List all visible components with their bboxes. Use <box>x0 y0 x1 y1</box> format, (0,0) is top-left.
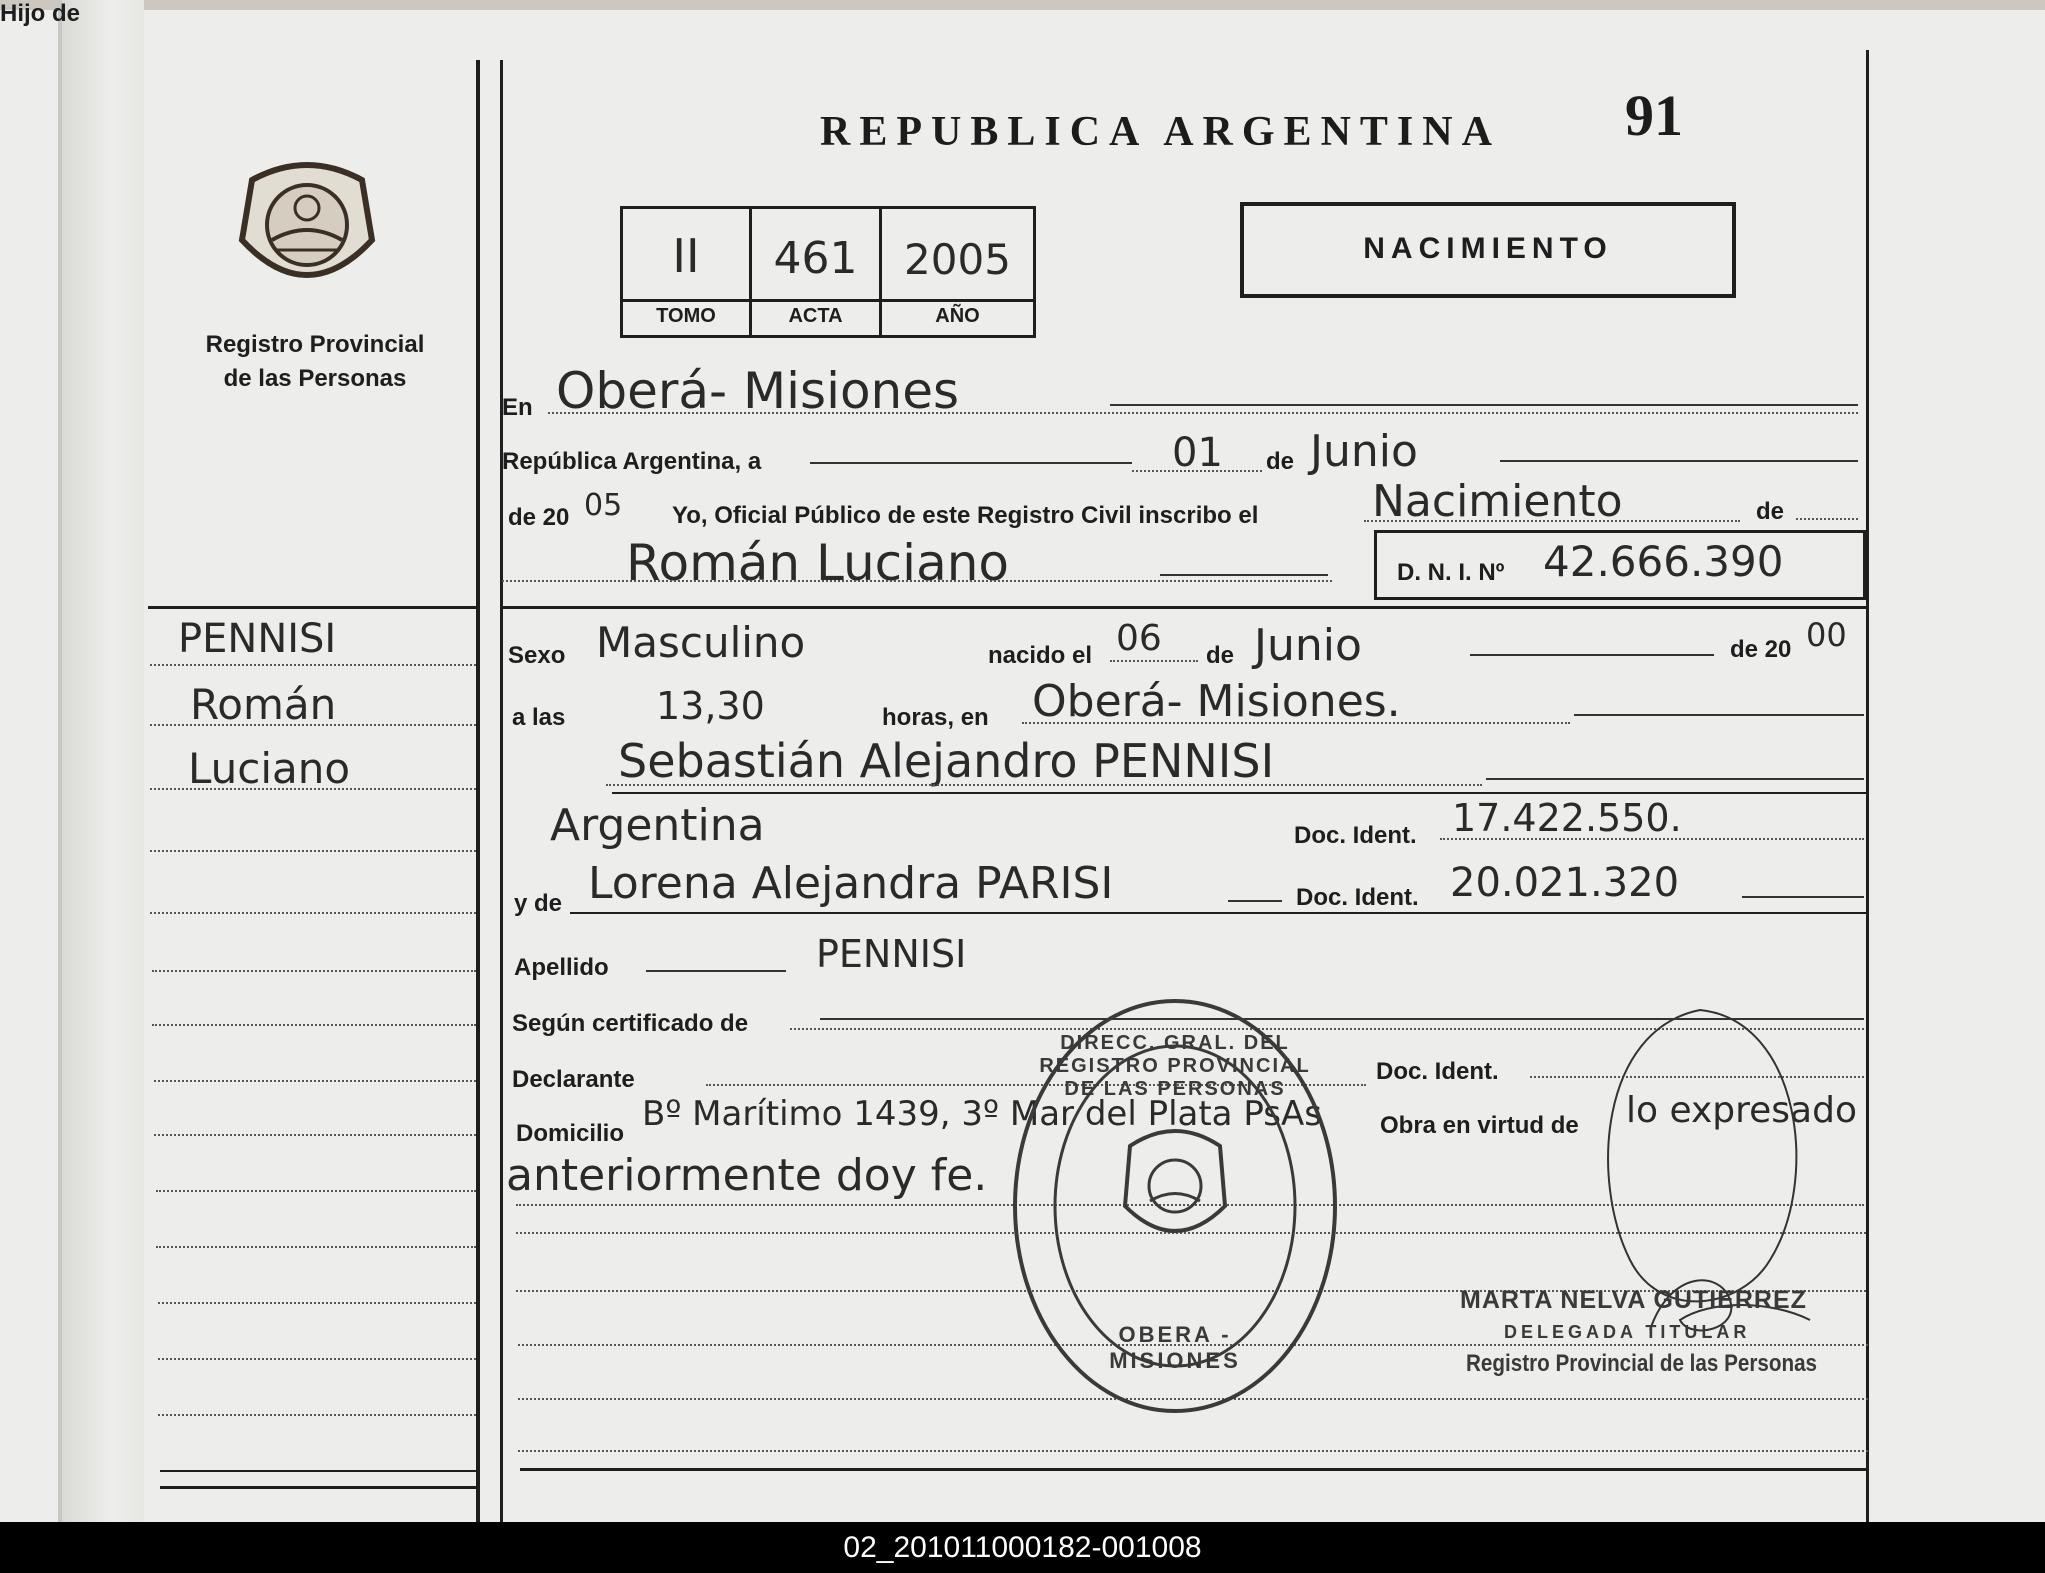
mother-line-end <box>1228 900 1282 902</box>
day-line <box>1132 470 1262 472</box>
margin-line <box>152 970 476 972</box>
name-line-solid <box>1160 574 1328 576</box>
month-line <box>1500 460 1858 462</box>
a-las-label: a las <box>512 704 566 731</box>
birth-day-line <box>1110 660 1198 662</box>
father-name: Sebastián Alejandro PENNISI <box>618 734 1275 788</box>
margin-line <box>150 788 476 790</box>
signatory-org: Registro Provincial de las Personas <box>1466 1350 1818 1377</box>
column-divider <box>476 60 480 1522</box>
margin-line <box>154 1080 476 1082</box>
nacido-label: nacido el <box>988 642 1093 669</box>
margin-line <box>150 724 476 726</box>
name-line <box>502 580 1332 582</box>
month-value: Junio <box>1310 426 1418 477</box>
sexo-label: Sexo <box>508 642 566 669</box>
signatory-name: MARTA NELVA GUTIERREZ <box>1460 1286 1807 1314</box>
stamp-text <box>1010 996 1340 1416</box>
hour-value: 13,30 <box>656 684 765 728</box>
margin-line <box>150 912 476 914</box>
act-line-end <box>1796 518 1858 520</box>
margin-line <box>156 1190 476 1192</box>
domicilio-label: Domicilio <box>516 1120 625 1147</box>
province-seal-icon <box>232 150 382 300</box>
dni-label: D. N. I. Nº <box>1397 559 1505 586</box>
margin-line <box>150 664 476 666</box>
acta-label: ACTA <box>788 305 843 327</box>
birth-year-suffix: 00 <box>1806 616 1847 654</box>
record-type: NACIMIENTO <box>1363 232 1613 265</box>
birth-place: Oberá- Misiones. <box>1032 676 1401 727</box>
date-line <box>810 462 1132 464</box>
dni-value: 42.666.390 <box>1543 537 1784 586</box>
de-label: de <box>1266 448 1295 475</box>
en-line <box>548 412 1858 414</box>
acta-value: 461 <box>773 233 858 284</box>
de-label-2: de <box>1756 498 1785 525</box>
de-label-3: de <box>1206 642 1235 669</box>
en-line-solid <box>1110 404 1858 406</box>
stamp-bottom-text: OBERA - MISIONES <box>1109 1322 1241 1373</box>
register-name <box>185 328 445 396</box>
margin-line <box>150 850 476 852</box>
act-line <box>1364 520 1740 522</box>
father-line-solid <box>1486 778 1864 780</box>
obra-value: lo expresado <box>1626 1090 1857 1131</box>
day-value: 01 <box>1172 430 1223 476</box>
margin-line <box>158 1302 476 1304</box>
form-bottom-rule <box>520 1468 1866 1471</box>
segun-label: Según certificado de <box>512 1010 749 1037</box>
father-line <box>606 784 1482 786</box>
sexo-value: Masculino <box>596 618 806 667</box>
register-name-line2: de las Personas <box>223 365 407 392</box>
page-number: 91 <box>1625 83 1683 148</box>
doc-ident-label-declarante: Doc. Ident. <box>1376 1058 1499 1085</box>
margin-line <box>160 1470 476 1472</box>
signatory-title: DELEGADA TITULAR <box>1504 1322 1751 1342</box>
margin-line <box>158 1414 476 1416</box>
section-divider <box>502 606 1866 609</box>
birth-place-line-solid <box>1574 714 1864 716</box>
father-doc-line <box>1440 838 1864 840</box>
en-label: En <box>502 394 533 421</box>
book-gutter <box>62 0 144 1522</box>
apellido-label: Apellido <box>514 954 609 981</box>
birth-place-line <box>1022 722 1570 724</box>
image-code: 02_201011000182-001008 <box>843 1531 1202 1564</box>
record-type-box <box>1240 202 1736 298</box>
mother-doc: 20.021.320 <box>1450 860 1680 906</box>
act-value: Nacimiento <box>1372 476 1623 527</box>
domicilio-value: Bº Marítimo 1439, 3º Mar del Plata PsAs <box>642 1094 1322 1134</box>
stamp-ring-text: DIRECC. GRAL. DEL REGISTRO PROVINCIAL DE LAS PERSONAS <box>1039 1032 1311 1100</box>
de-20-label-2: de 20 <box>1730 636 1792 663</box>
father-nationality: Argentina <box>550 800 765 851</box>
tomo-label: TOMO <box>656 305 716 327</box>
margin-line <box>152 1024 476 1026</box>
continuation-text: anteriormente doy fe. <box>506 1150 988 1201</box>
ruled-line <box>518 1450 1868 1452</box>
form-left-border <box>500 60 503 1522</box>
year-suffix: 05 <box>584 488 623 523</box>
margin-line <box>156 1246 476 1248</box>
mother-underline <box>570 912 1866 914</box>
place-value: Oberá- Misiones <box>556 362 960 420</box>
y-de-label: y de <box>514 890 563 917</box>
obra-label: Obra en virtud de <box>1380 1112 1579 1139</box>
birth-day: 06 <box>1116 618 1162 659</box>
margin-line <box>158 1358 476 1360</box>
margin-middle-name: Luciano <box>188 744 351 793</box>
form-right-border <box>1866 50 1869 1522</box>
de-20-label: de 20 <box>508 504 570 531</box>
declarante-label: Declarante <box>512 1066 635 1093</box>
doc-ident-label-mother: Doc. Ident. <box>1296 884 1419 911</box>
republica-label: República Argentina, a <box>502 448 762 475</box>
record-number-box <box>620 206 1036 338</box>
register-name-line1: Registro Provincial <box>205 331 425 358</box>
apellido-line <box>646 970 786 972</box>
horas-label: horas, en <box>882 704 989 731</box>
birth-month-line <box>1470 654 1714 656</box>
hijo-label: Hijo de <box>0 0 81 27</box>
margin-line <box>154 1134 476 1136</box>
birth-month: Junio <box>1254 620 1362 671</box>
mother-doc-line <box>1742 896 1864 898</box>
tomo-value: II <box>672 229 700 283</box>
apellido-value: PENNISI <box>816 932 967 976</box>
page-top-edge <box>0 0 2045 10</box>
margin-first-name: Román <box>190 680 337 729</box>
mother-name: Lorena Alejandra PARISI <box>588 858 1114 909</box>
person-name: Román Luciano <box>626 534 1009 592</box>
margin-surname: PENNISI <box>178 616 337 662</box>
country-title: REPUBLICA ARGENTINA <box>820 109 1501 155</box>
father-doc: 17.422.550. <box>1452 796 1682 840</box>
ano-label: AÑO <box>935 305 980 327</box>
margin-bottom-rule <box>160 1486 476 1489</box>
image-code-bar <box>0 1522 2045 1573</box>
father-underline <box>612 792 1866 794</box>
yo-text: Yo, Oficial Público de este Registro Civil inscribo el <box>672 502 1259 529</box>
margin-top-rule <box>148 606 476 609</box>
ano-value: 2005 <box>904 235 1011 284</box>
dni-box <box>1374 530 1866 600</box>
doc-ident-label: Doc. Ident. <box>1294 822 1417 849</box>
